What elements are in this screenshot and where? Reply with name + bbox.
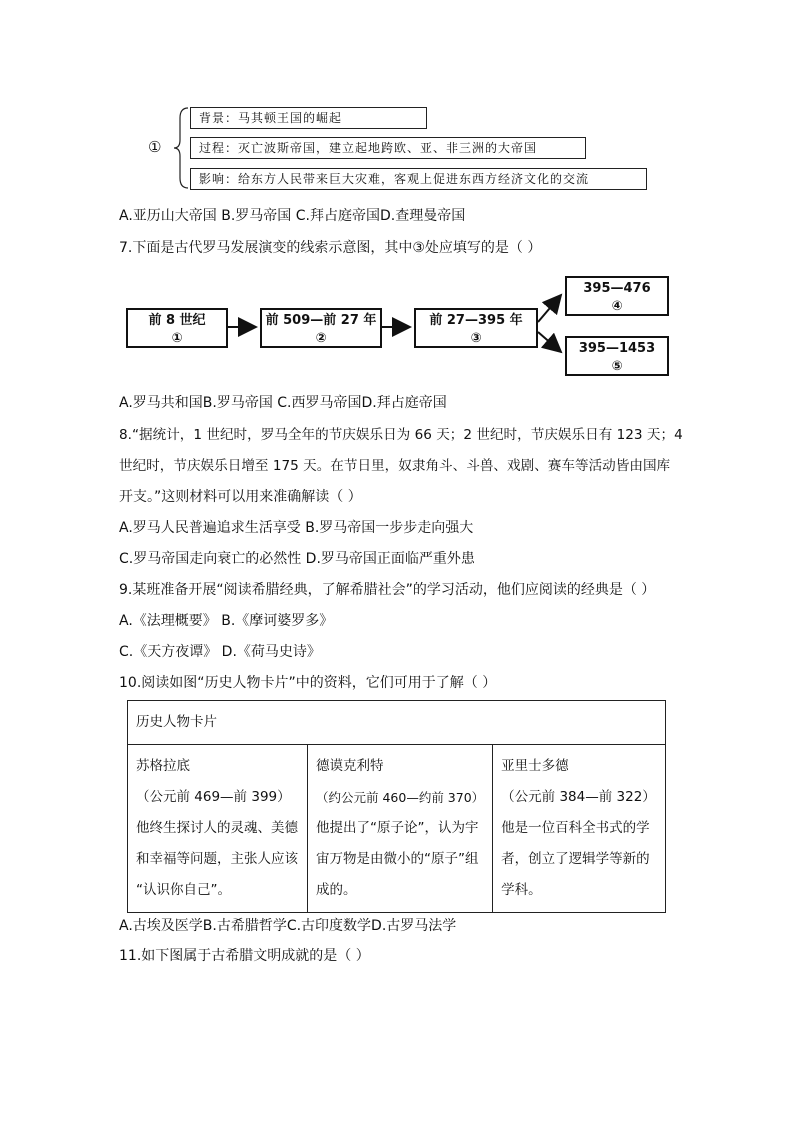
q6-process-box: 过程：灭亡波斯帝国，建立起地跨欧、亚、非三洲的大帝国 [190,137,586,159]
q8-stem-line-1: 8.“据统计，1 世纪时，罗马全年的节庆娱乐日为 66 天；2 世纪时，节庆娱乐日有 123 天；4 [119,427,683,443]
q6-options: A.亚历山大帝国 B.罗马帝国 C.拜占庭帝国D.查理曼帝国 [119,208,466,224]
timeline-box-1: 前 8 世纪 ① [126,308,228,348]
timeline-box-4: 395—476 ④ [565,276,669,316]
q6-impact-box: 影响：给东方人民带来巨大灾难，客观上促进东西方经济文化的交流 [190,168,647,190]
card-desc: 他是一位百科全书式的学 [501,820,650,836]
card-desc: “认识你自己”。 [136,882,231,898]
q10-stem: 10.阅读如图“历史人物卡片”中的资料，它们可用于了解（ ） [119,675,497,691]
q6-diagram [140,104,650,194]
q8-options-2: C.罗马帝国走向衰亡的必然性 D.罗马帝国正面临严重外患 [119,551,475,567]
q8-stem-line-2: 世纪时，节庆娱乐日增至 175 天。在节日里，奴隶角斗、斗兽、戏剧、赛车等活动皆由国库 [119,458,671,474]
q6-marker: ① [148,138,162,156]
card-years: （约公元前 460—约前 370） [316,790,485,805]
card-desc: 和幸福等问题，主张人应该 [136,851,298,867]
q8-options-1: A.罗马人民普遍追求生活享受 B.罗马帝国一步步走向强大 [119,520,474,536]
q10-options: A.古埃及医学B.古希腊哲学C.古印度数学D.古罗马法学 [119,918,457,934]
card-years: （公元前 384—前 322） [501,789,656,805]
card-aristotle [493,745,666,913]
card-desc: 者，创立了逻辑学等新的 [501,851,650,867]
q8-stem-line-3: 开支。”这则材料可以用来准确解读（ ） [119,489,362,505]
q6-background-box: 背景：马其顿王国的崛起 [190,107,427,129]
card-desc: 他提出了“原子论”，认为宇 [316,820,479,836]
timeline-box-2: 前 509—前 27 年 ② [260,308,382,348]
card-name: 亚里士多德 [501,758,569,774]
q7-timeline [120,270,680,380]
card-desc: 学科。 [501,882,542,898]
q7-options: A.罗马共和国B.罗马帝国 C.西罗马帝国D.拜占庭帝国 [119,395,447,411]
card-desc: 成的。 [316,882,357,898]
q9-options-2: C.《天方夜谭》 D.《荷马史诗》 [119,644,321,660]
history-card-table [127,700,666,913]
card-name: 德谟克利特 [316,758,384,774]
card-desc: 宙万物是由微小的“原子”组 [316,851,479,867]
card-democritus [308,745,493,913]
timeline-box-5: 395—1453 ⑤ [565,336,669,376]
q11-stem: 11.如下图属于古希腊文明成就的是（ ） [119,948,370,964]
q6-brace [172,104,192,192]
card-years: （公元前 469—前 399） [136,789,291,805]
q9-options-1: A.《法理概要》 B.《摩诃婆罗多》 [119,613,334,629]
card-socrates [128,745,308,913]
q9-stem: 9.某班准备开展“阅读希腊经典，了解希腊社会”的学习活动，他们应阅读的经典是（ ） [119,582,656,598]
card-desc: 他终生探讨人的灵魂、美德 [136,820,298,836]
card-title: 历史人物卡片 [128,701,666,745]
card-name: 苏格拉底 [136,758,190,774]
timeline-box-3: 前 27—395 年 ③ [414,308,538,348]
q7-stem: 7.下面是古代罗马发展演变的线索示意图，其中③处应填写的是（ ） [119,240,542,256]
